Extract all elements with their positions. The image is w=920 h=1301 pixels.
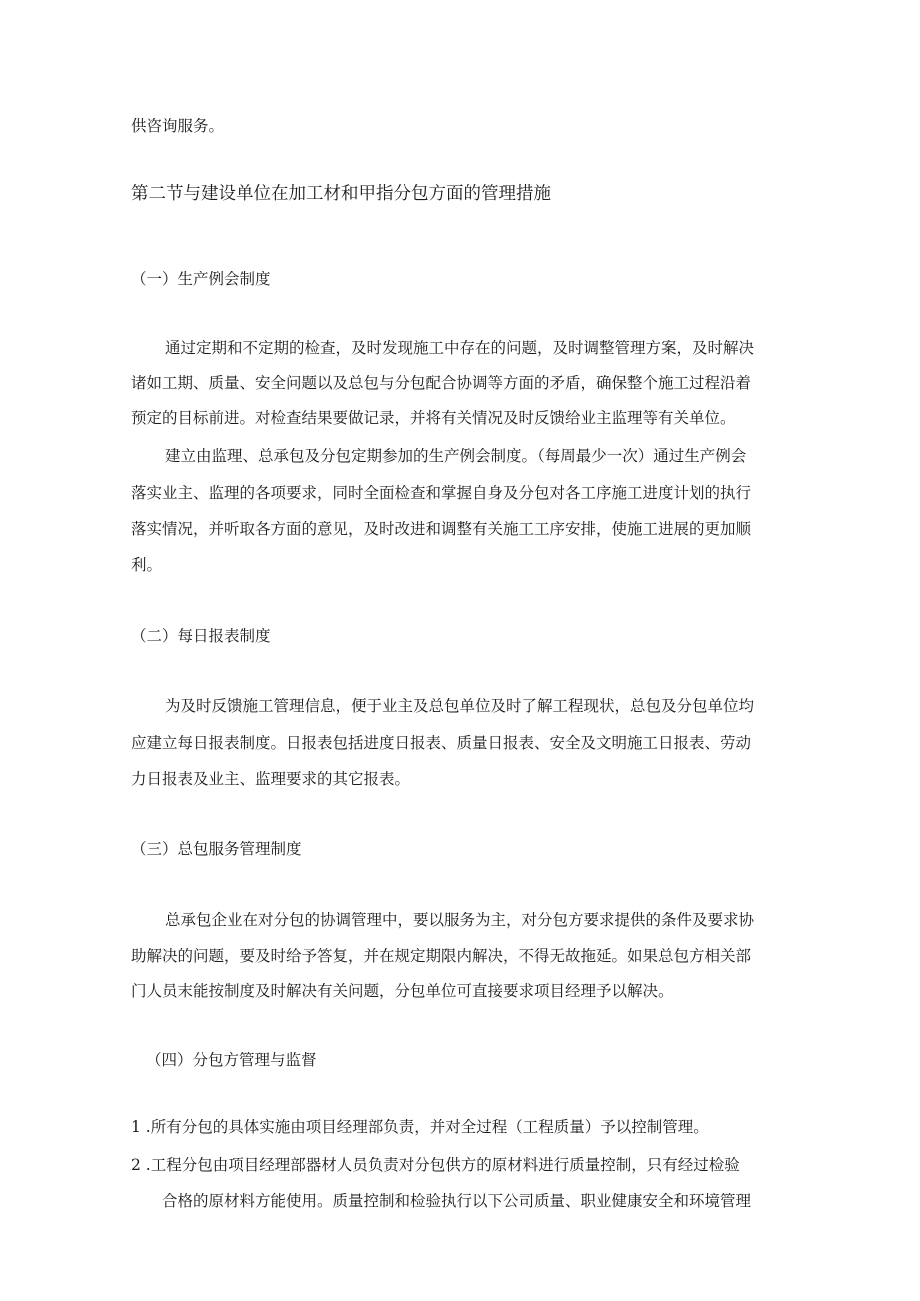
section-heading: 第二节与建设单位在加工材和甲指分包方面的管理措施: [131, 184, 551, 204]
subsection-heading-2: （二）每日报表制度: [131, 627, 271, 645]
subsection-heading-4: （四）分包方管理与监督: [146, 1051, 317, 1069]
list-item-1: 1 .所有分包的具体实施由项目经理部负责，并对全过程（工程质量）予以控制管理。: [131, 1118, 709, 1136]
paragraph-line: 通过定期和不定期的检查，及时发现施工中存在的问题，及时调整管理方案，及时解决: [165, 339, 755, 357]
paragraph-line: 力日报表及业主、监理要求的其它报表。: [131, 770, 411, 788]
paragraph-line: 诸如工期、质量、安全问题以及总包与分包配合协调等方面的矛盾，确保整个施工过程沿着: [131, 374, 752, 392]
paragraph-line: 落实业主、监理的各项要求，同时全面检查和掌握自身及分包对各工序施工进度计划的执行: [131, 484, 752, 502]
list-item-2: 2 .工程分包由项目经理部器材人员负责对分包供方的原材料进行质量控制，只有经过检验: [131, 1156, 740, 1174]
subsection-heading-1: （一）生产例会制度: [131, 270, 271, 288]
paragraph-line: 利。: [131, 556, 163, 574]
paragraph-line: 门人员末能按制度及时解决有关问题，分包单位可直接要求项目经理予以解决。: [131, 982, 674, 1000]
list-item-2-continuation: 合格的原材料方能使用。质量控制和检验执行以下公司质量、职业健康安全和环境管理: [162, 1192, 752, 1210]
paragraph-line: 建立由监理、总承包及分包定期参加的生产例会制度。（每周最少一次）通过生产例会: [165, 447, 747, 465]
paragraph-line: 为及时反馈施工管理信息，便于业主及总包单位及时了解工程现状，总包及分包单位均: [165, 697, 755, 715]
paragraph-line: 落实情况，并听取各方面的意见，及时改进和调整有关施工工序安排，使施工进展的更加顺: [131, 520, 752, 538]
subsection-heading-3: （三）总包服务管理制度: [131, 840, 302, 858]
paragraph-line: 助解决的问题，要及时给予答复，并在规定期限内解决，不得无故拖延。如果总包方相关部: [131, 947, 752, 965]
paragraph-line: 预定的目标前进。对检查结果要做记录，并将有关情况及时反馈给业主监理等有关单位。: [131, 409, 736, 427]
paragraph-line: 总承包企业在对分包的协调管理中，要以服务为主，对分包方要求提供的条件及要求协: [165, 911, 755, 929]
paragraph-line: 应建立每日报表制度。日报表包括进度日报表、质量日报表、安全及文明施工日报表、劳动: [131, 734, 752, 752]
paragraph-fragment: 供咨询服务。: [131, 117, 225, 135]
